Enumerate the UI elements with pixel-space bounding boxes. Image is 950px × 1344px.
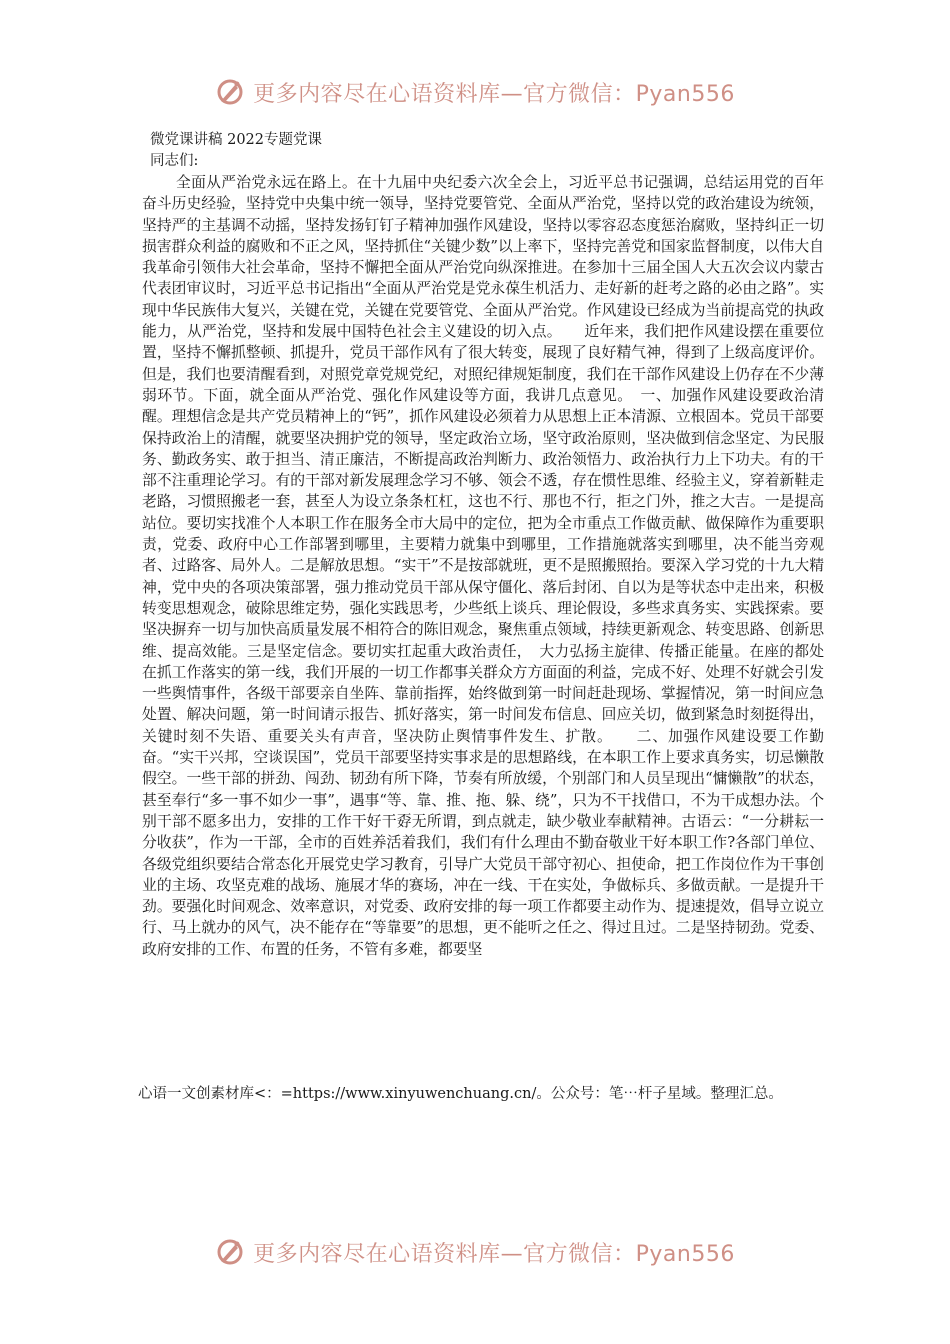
brush-logo-icon — [215, 1237, 245, 1267]
banner-text: 更多内容尽在心语资料库—官方微信：Pyan556 — [253, 81, 735, 107]
speech-paragraph: 全面从严治党永远在路上。在十九届中央纪委六次全会上，习近平总书记强调，总结运用党的百年奋斗历史经验，坚持党中央集中统一领导，坚持党要管党、全面从严治党，坚持以党的政治建设为统领，坚持严的主基调不动摇，坚持发扬钉钉子精神加强作风建设，坚持以零容忍态度惩治腐败，坚持纠正一切损害群众利益的腐败和不正之风，坚持抓住“关键少数”以上率下，坚持完善党和国家监督制度，以伟大自我革命引领伟大社会革命，坚持不懈把全面从严治党向纵深推进。在参加十三届全国人大五次会议内蒙古代表团审议时，习近平总书记指出“全面从严治党是党永葆生机活力、走好新的赶考之路的必由之路”。实现中华民族伟大复兴，关键在党，关键在党要管党、全面从严治党。作风建设已经成为当前提高党的执政能力，从严治党，坚持和发展中国特色社会主义建设的切入点。 近年来，我们把作风建设摆在重要位置，坚持不懈抓整顿、抓提升，党员干部作风有了很大转变，展现了良好精气神，得到了上级高度评价。但是，我们也要清醒看到，对照党章党规党纪，对照纪律规矩制度，我们在干部作风建设上仍存在不少薄弱环节。下面，就全面从严治党、强化作风建设等方面，我讲几点意见。 一、加强作风建设要政治清醒。理想信念是共产党员精神上的“钙”，抓作风建设必须着力从思想上正本清源、立根固本。党员干部要保持政治上的清醒，就要坚决拥护党的领导，坚定政治立场，坚守政治原则，坚决做到信念坚定、为民服务、勤政务实、敢于担当、清正廉洁，不断提高政治判断力、政治领悟力、政治执行力上下功夫。有的干部不注重理论学习。有的干部对新发展理念学习不够、领会不透，存在惯性思维、经验主义，穿着新鞋走老路，习惯照搬老一套，甚至人为设立条条杠杠，这也不行、那也不行，拒之门外，推之大吉。一是提高站位。要切实找准个人本职工作在服务全市大局中的定位，把为全市重点工作做贡献、做保障作为重要职责，党委、政府中心工作部署到哪里，主要精力就集中到哪里，工作措施就落实到哪里，决不能当旁观者、过路客、局外人。二是解放思想。“实干”不是按部就班，更不是照搬照抬。要深入学习党的十九大精神，党中央的各项决策部署，强力推动党员干部从保守僵化、落后封闭、自以为是等状态中走出来，积极转变思想观念，破除思维定势，强化实践思考，少些纸上谈兵、理论假设，多些求真务实、实践探索。要坚决摒弃一切与加快高质量发展不相符合的陈旧观念，聚焦重点领域，持续更新观念、转变思路、创新思维、提高效能。三是坚定信念。要切实扛起重大政治责任， 大力弘扬主旋律、传播正能量。在座的都处在抓工作落实的第一线，我们开展的一切工作都事关群众方方面面的利益，完成不好、处理不好就会引发一些舆情事件，各级干部要亲自坐阵、靠前指挥，始终做到第一时间赶赴现场、掌握情况，第一时间应急处置、解决问题，第一时间请示报告、抓好落实，第一时间发布信息、回应关切，做到紧急时刻挺得出，关键时刻不失语、重要关头有声音，坚决防止舆情事件发生、扩散。 二、加强作风建设要工作勤奋。“实干兴邦，空谈误国”，党员干部要坚持实事求是的思想路线，在本职工作上要求真务实，切忌懒散假空。一些干部的拼劲、闯劲、韧劲有所下降，节奏有所放缓，个别部门和人员呈现出“慵懒散”的状态，甚至奉行“多一事不如少一事”，遇事“等、靠、推、拖、躲、绕”，只为不干找借口，不为干成想办法。个别干部不愿多出力，安排的工作干好干孬无所谓，到点就走，缺少敬业奉献精神。古语云：“一分耕耘一分收获”，作为一干部，全市的百姓养活着我们，我们有什么理由不勤奋敬业干好本职工作?各部门单位、各级党组织要结合常态化开展党史学习教育，引导广大党员干部守初心、担使命，把工作岗位作为干事创业的主场、攻坚克难的战场、施展才华的赛场，冲在一线、干在实处，争做标兵、多做贡献。一是提升干劲。要强化时间观念、效率意识，对党委、政府安排的每一项工作都要主动作为、提速提效，倡导立说立行、马上就办的风气，决不能存在“等靠要”的思想，更不能听之任之、得过且过。二是坚持韧劲。党委、政府安排的工作、布置的任务，不管有多难，都要坚 — [142, 174, 824, 958]
header-watermark-banner — [0, 70, 950, 114]
footer-watermark-banner — [0, 1230, 950, 1274]
source-note: 心语一文创素材库<：=https://www.xinyuwenchuang.cn/。公众号：笔⋯杆子星域。整理汇总。 — [138, 1086, 783, 1102]
greeting: 同志们: — [150, 153, 199, 169]
brush-logo-icon — [215, 77, 245, 107]
document-body — [142, 130, 824, 960]
banner-text: 更多内容尽在心语资料库—官方微信：Pyan556 — [253, 1241, 735, 1267]
document-title: 微党课讲稿 2022专题党课 — [150, 132, 323, 148]
